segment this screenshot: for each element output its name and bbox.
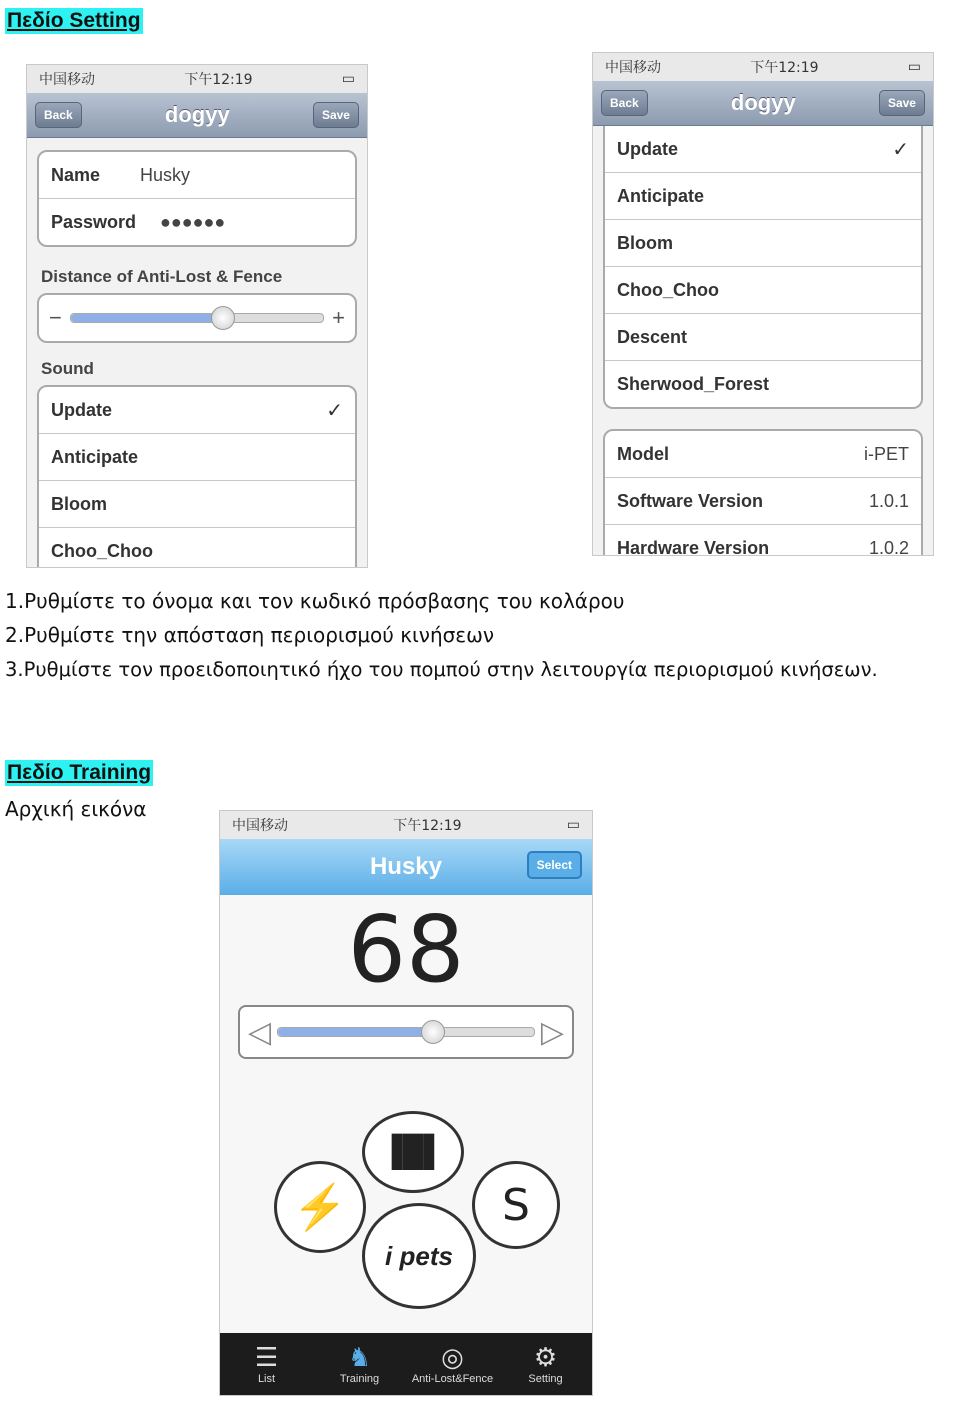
info-label: Software Version [617, 490, 764, 511]
level-slider[interactable] [238, 1005, 574, 1059]
status-bar [593, 53, 933, 81]
sound-item-label: Update [51, 399, 113, 420]
sound-item[interactable] [605, 314, 921, 361]
sound-item[interactable] [605, 220, 921, 267]
credentials-group [37, 150, 357, 247]
info-label: Model [617, 443, 669, 464]
sound-item-label: Anticipate [51, 446, 139, 467]
distance-fill [71, 314, 222, 322]
sound-item[interactable] [605, 361, 921, 407]
sound-label: Sound [41, 359, 94, 378]
ipets-logo: i pets [385, 1240, 453, 1271]
sound-list [603, 126, 923, 409]
info-row-model [605, 431, 921, 478]
status-bar [220, 811, 592, 839]
sound-item-label: Choo_Choo [617, 279, 719, 300]
main-pad-logo [362, 1203, 476, 1309]
battery-icon: ▭ [907, 59, 921, 75]
info-label: Hardware Version [617, 537, 770, 556]
sound-button-label: S [502, 1179, 530, 1231]
lightning-icon: ⚡ [292, 1183, 348, 1232]
training-screenshot [219, 810, 593, 1396]
save-button[interactable]: Save [879, 90, 925, 116]
sound-item-label: Choo_Choo [51, 540, 153, 561]
back-button[interactable]: Back [601, 90, 648, 116]
sound-item[interactable] [39, 434, 355, 481]
info-value: i-PET [864, 443, 909, 464]
vibrate-button[interactable] [362, 1111, 464, 1193]
info-row-hardware [605, 525, 921, 556]
tab-anti-lost-fence[interactable] [406, 1333, 499, 1395]
sound-button[interactable] [472, 1161, 560, 1249]
decrease-arrow-icon[interactable]: ◁ [248, 1015, 272, 1049]
sound-item-label: Descent [617, 326, 688, 347]
tab-label: Anti-Lost&Fence [411, 1373, 494, 1385]
distance-track[interactable] [70, 313, 324, 323]
back-button[interactable]: Back [35, 102, 82, 128]
nav-bar [220, 839, 592, 895]
vibrate-icon: ▐█▌ [381, 1135, 445, 1168]
save-button[interactable]: Save [313, 102, 359, 128]
increase-arrow-icon[interactable]: ▷ [540, 1015, 564, 1049]
check-icon: ✓ [326, 399, 343, 422]
distance-label: Distance of Anti-Lost & Fence [41, 267, 283, 286]
dog-icon: ♞ [347, 1342, 372, 1372]
password-row[interactable] [39, 199, 355, 245]
tab-bar [220, 1333, 592, 1395]
nav-bar [593, 81, 933, 126]
name-label: Name [51, 164, 101, 185]
tab-label: List [257, 1373, 276, 1385]
status-bar [27, 65, 367, 93]
sound-item[interactable] [605, 126, 921, 173]
level-fill [278, 1028, 432, 1036]
select-button[interactable]: Select [527, 851, 582, 879]
battery-icon: ▭ [566, 817, 580, 833]
caption: Αρχική εικόνα [5, 797, 147, 821]
tab-setting[interactable] [499, 1333, 592, 1395]
carrier-label: 中国移动 [605, 60, 661, 76]
plus-icon[interactable]: + [332, 305, 345, 330]
tab-label: Setting [528, 1373, 563, 1385]
check-icon: ✓ [892, 138, 909, 161]
section-heading-training: Πεδίο Training [7, 761, 152, 784]
sound-item-label: Anticipate [617, 185, 705, 206]
distance-slider[interactable] [37, 293, 357, 343]
info-row-software [605, 478, 921, 525]
sound-item-label: Sherwood_Forest [617, 373, 770, 394]
sound-item[interactable] [39, 387, 355, 434]
minus-icon[interactable]: − [49, 305, 62, 330]
gear-icon: ⚙ [533, 1342, 558, 1372]
settings-screenshot-right [592, 52, 934, 556]
password-field[interactable]: ●●●●●● [160, 211, 226, 232]
settings-screenshot-left [26, 64, 368, 568]
sound-list [37, 385, 357, 568]
target-icon: ◎ [441, 1342, 464, 1372]
list-icon: ☰ [254, 1342, 279, 1372]
shock-button[interactable] [274, 1161, 366, 1253]
instruction-line: 2.Ρυθμίστε την απόσταση περιορισμού κινήσεων [5, 623, 495, 647]
nav-bar [27, 93, 367, 138]
section-heading-setting: Πεδίο Setting [7, 9, 141, 32]
level-track[interactable] [277, 1027, 535, 1037]
level-knob[interactable] [421, 1020, 445, 1044]
name-field[interactable]: Husky [140, 164, 191, 185]
device-info-group [603, 429, 923, 556]
clock: 下午12:19 [750, 60, 819, 76]
sound-item-label: Bloom [617, 232, 673, 253]
carrier-label: 中国移动 [232, 818, 288, 834]
name-row[interactable] [39, 152, 355, 199]
sound-item[interactable] [605, 267, 921, 314]
dog-name-title: Husky [369, 853, 443, 880]
tab-training[interactable] [313, 1333, 406, 1395]
nav-title: dogyy [730, 90, 796, 115]
clock: 下午12:19 [393, 818, 462, 834]
sound-item-label: Update [617, 138, 679, 159]
password-label: Password [51, 211, 137, 232]
carrier-label: 中国移动 [39, 72, 95, 88]
sound-item-label: Bloom [51, 493, 107, 514]
distance-knob[interactable] [211, 306, 235, 330]
sound-item[interactable] [39, 481, 355, 528]
sound-item[interactable] [39, 528, 355, 568]
info-value: 1.0.1 [868, 490, 909, 511]
instruction-line: 3.Ρυθμίστε τον προειδοποιητικό ήχο του πομπού στην λειτουργία περιορισμού κινήσεων. [5, 658, 878, 681]
tab-label: Training [339, 1373, 380, 1385]
sound-item[interactable] [605, 173, 921, 220]
nav-title: dogyy [164, 102, 230, 127]
clock: 下午12:19 [184, 72, 253, 88]
instruction-line: 1.Ρυθμίστε το όνομα και τον κωδικό πρόσβασης του κολάρου [5, 589, 625, 613]
level-readout: 68 [347, 896, 465, 1003]
battery-icon: ▭ [341, 71, 355, 87]
tab-list[interactable] [220, 1333, 313, 1395]
info-value: 1.0.2 [868, 537, 909, 556]
